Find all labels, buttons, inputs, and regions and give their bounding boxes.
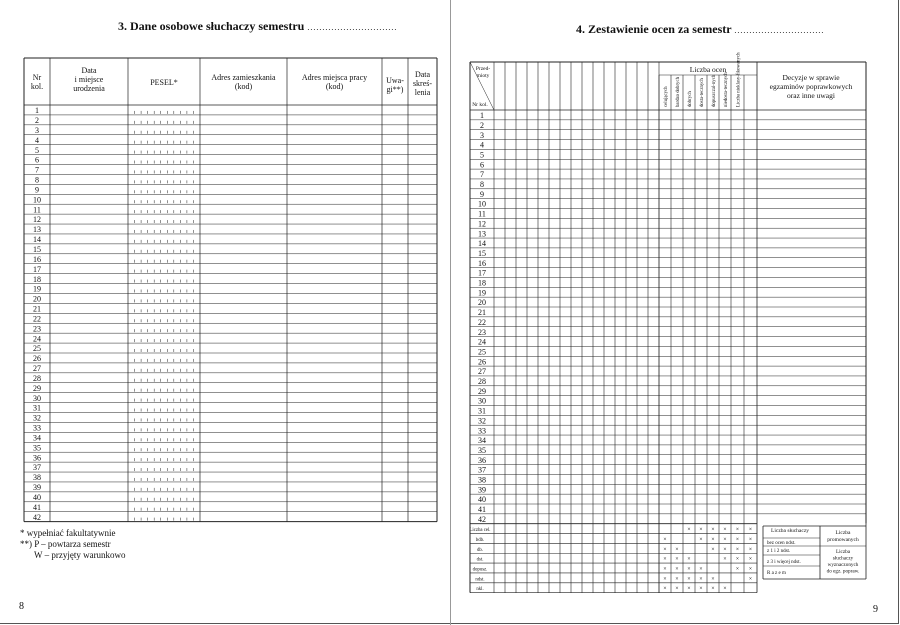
row-number: 6 [35,155,39,165]
row-number: 28 [478,377,486,386]
grade-column-header: niedosta-tecznych [724,72,729,107]
row-number: 35 [478,445,486,455]
row-number: 41 [33,502,41,512]
header-work-address: Adres miejsca pracy [301,73,368,82]
summary-cross-mark: × [711,536,715,543]
row-number: 11 [478,209,486,219]
header-remarks: Uwa- [386,76,404,85]
row-number: 26 [33,354,41,364]
summary-cross-mark: × [699,536,703,543]
row-number: 3 [35,125,39,135]
row-number: 9 [35,185,39,195]
row-number: 13 [478,229,486,239]
row-number: 1 [35,106,39,116]
row-number: 40 [478,495,486,505]
footnote-2: **) P – powtarza semestr [20,539,111,549]
summary-cross-mark: × [723,536,727,543]
summary-cross-mark: × [687,556,691,563]
row-number: 2 [35,116,39,126]
row-number: 13 [33,225,41,235]
row-number: 39 [33,483,41,493]
header-home-address: (kod) [234,82,253,91]
summary-cross-mark: × [663,536,667,543]
summary-cross-mark: × [735,566,740,573]
row-number: 25 [478,347,486,357]
decisions-header: oraz inne uwagi [787,91,835,100]
summary-label: bdb. [475,537,485,543]
footnote-1: * wypełniać fakultatywnie [20,528,116,538]
row-number: 24 [478,337,486,347]
row-number: 12 [478,219,486,229]
stats-box-label: R a z e m [767,571,786,576]
summary-label: dopusz. [472,567,488,573]
row-number: 18 [33,274,41,284]
stats-box-label: z 3 i więcej ndst. [767,560,801,565]
row-number: 12 [33,215,41,225]
row-number: 15 [478,248,486,258]
row-number: 22 [33,314,41,324]
stats-box-label: Liczba słuchaczy [770,528,810,534]
summary-cross-mark: × [723,556,727,563]
row-number: 31 [33,403,41,413]
summary-label: db. [477,547,483,553]
row-number: 34 [33,433,41,443]
header-removal-date: lenia [414,88,431,97]
summary-cross-mark: × [748,566,753,573]
grade-column-header: dopuszczal-nych [712,74,717,107]
row-number: 34 [478,436,486,446]
row-number: 3 [480,130,484,140]
summary-cross-mark: × [663,566,667,573]
summary-cross-mark: × [699,576,703,583]
summary-cross-mark: × [711,546,715,553]
page-number-right: 9 [873,604,878,615]
grade-column-header: dobrych [688,91,693,107]
header-home-address: Adres zamieszkania [211,73,276,82]
row-number: 23 [33,324,41,334]
summary-cross-mark: × [748,536,753,543]
row-number: 38 [33,473,41,483]
row-number: 38 [478,475,486,485]
stats-box-label: z 1 i 2 ndst. [767,549,791,554]
row-number: 7 [480,170,484,180]
row-number: 36 [478,455,486,465]
summary-cross-mark: × [711,576,715,583]
corner-subjects-label: Przed- [475,66,491,72]
row-number: 20 [478,298,486,308]
row-number: 8 [480,180,484,189]
row-number: 16 [478,258,486,268]
summary-cross-mark: × [687,566,691,573]
row-number: 10 [33,195,41,205]
summary-cross-mark: × [699,527,703,534]
row-number: 20 [33,294,41,304]
row-number: 42 [33,512,41,522]
corner-subjects-label: mioty [476,73,490,79]
header-nr: kol. [30,82,44,91]
header-birth-date: Data [81,66,97,75]
summary-cross-mark: × [735,556,740,563]
header-removal-date: Data [414,70,431,79]
row-number: 19 [33,284,41,294]
stats-resit-label: wyznaczonych [827,562,859,568]
row-number: 4 [480,140,484,150]
stats-promoted-label: promowanych [827,537,859,543]
row-number: 22 [478,317,486,327]
row-number: 39 [478,485,486,495]
row-number: 32 [33,413,41,423]
row-number: 42 [478,514,486,524]
header-removal-date: skreś- [412,79,433,88]
grade-column-header: celujących [664,86,669,107]
summary-cross-mark: × [687,576,691,583]
row-number: 27 [478,367,486,377]
row-number: 17 [478,268,486,278]
right-page-title: 4. Zestawienie ocen za semestr .............................. [576,22,825,36]
row-number: 25 [33,344,41,354]
row-number: 41 [478,505,486,515]
row-number: 11 [33,205,41,215]
row-number: 30 [33,393,41,403]
title-dots: .............................. [734,26,825,35]
summary-cross-mark: × [699,586,703,593]
stats-resit-label: słuchaczy [832,555,854,562]
summary-cross-mark: × [748,556,753,563]
summary-cross-mark: × [687,586,691,593]
left-page-title: 3. Dane osobowe słuchaczy semestru .............................. [118,19,398,33]
row-number: 10 [478,199,486,209]
footnote-3: W – przyjęty warunkowo [34,550,126,560]
row-number: 14 [478,239,486,249]
stats-box-label: bez ocen ndst. [767,541,796,546]
summary-cross-mark: × [723,527,727,534]
page-number-left: 8 [19,601,24,612]
row-number: 4 [35,135,39,145]
row-number: 31 [478,406,486,416]
summary-cross-mark: × [675,546,679,553]
summary-cross-mark: × [723,546,727,553]
row-number: 1 [480,111,484,121]
decisions-header: egzaminów poprawkowych [769,82,853,91]
decisions-header: Decyzje w sprawie [782,73,840,82]
liczba-ocen-label: Liczba ocen [689,65,727,74]
summary-label: nkl. [476,587,484,593]
corner-nr-label: Nr kol. [472,102,488,108]
summary-cross-mark: × [723,586,727,593]
row-number: 26 [478,357,486,367]
summary-cross-mark: × [748,546,753,553]
summary-label: Liczba cel. [469,528,491,534]
header-remarks: gi**) [386,85,404,94]
summary-cross-mark: × [663,556,667,563]
summary-cross-mark: × [748,527,753,534]
stats-resit-label: Liczba [835,549,851,555]
grade-column-header: dosta-tecznych [700,78,705,107]
summary-cross-mark: × [735,527,740,534]
summary-cross-mark: × [663,586,667,593]
header-pesel: PESEL* [150,78,178,87]
header-birth-date: urodzenia [73,84,105,93]
stats-promoted-label: Liczba [835,530,851,536]
row-number: 30 [478,396,486,406]
row-number: 32 [478,416,486,426]
summary-cross-mark: × [735,536,740,543]
stats-resit-label: do egz. popraw. [826,568,860,575]
summary-cross-mark: × [675,556,679,563]
grade-column-header: bardzo dobrych [676,77,681,107]
row-number: 19 [478,288,486,298]
row-number: 37 [478,465,486,475]
summary-cross-mark: × [663,576,667,583]
row-number: 5 [35,145,39,155]
row-number: 16 [33,254,41,264]
row-number: 8 [35,175,39,185]
row-number: 33 [33,423,41,433]
summary-cross-mark: × [748,576,753,583]
row-number: 40 [33,493,41,502]
grade-column-header: Liczba nieklasy-fikowanych [736,52,742,107]
header-nr: Nr [32,73,42,82]
row-number: 6 [480,160,484,170]
row-number: 36 [33,453,41,463]
summary-cross-mark: × [675,566,679,573]
row-number: 35 [33,443,41,453]
row-number: 37 [33,463,41,473]
header-birth-date: i miejsce [74,75,104,84]
row-number: 9 [480,189,484,199]
summary-cross-mark: × [711,586,715,593]
summary-label: dst. [476,557,484,563]
summary-cross-mark: × [687,527,691,534]
row-number: 15 [33,245,41,254]
row-number: 28 [33,373,41,383]
row-number: 14 [33,235,41,245]
row-number: 21 [33,304,41,314]
summary-cross-mark: × [735,546,740,553]
row-number: 18 [478,278,486,288]
row-number: 29 [478,386,486,396]
row-number: 27 [33,364,41,374]
row-number: 5 [480,150,484,160]
title-dots: .............................. [307,23,398,32]
row-number: 2 [480,120,484,130]
summary-cross-mark: × [663,546,667,553]
summary-cross-mark: × [711,527,715,534]
summary-cross-mark: × [699,566,703,573]
row-number: 24 [33,334,41,344]
summary-cross-mark: × [675,576,679,583]
header-work-address: (kod) [325,82,344,91]
summary-label: ndst. [475,577,485,583]
row-number: 21 [478,308,486,318]
row-number: 23 [478,327,486,337]
row-number: 33 [478,426,486,436]
summary-cross-mark: × [675,586,679,593]
row-number: 7 [35,165,39,175]
row-number: 29 [33,383,41,393]
row-number: 17 [33,264,41,274]
